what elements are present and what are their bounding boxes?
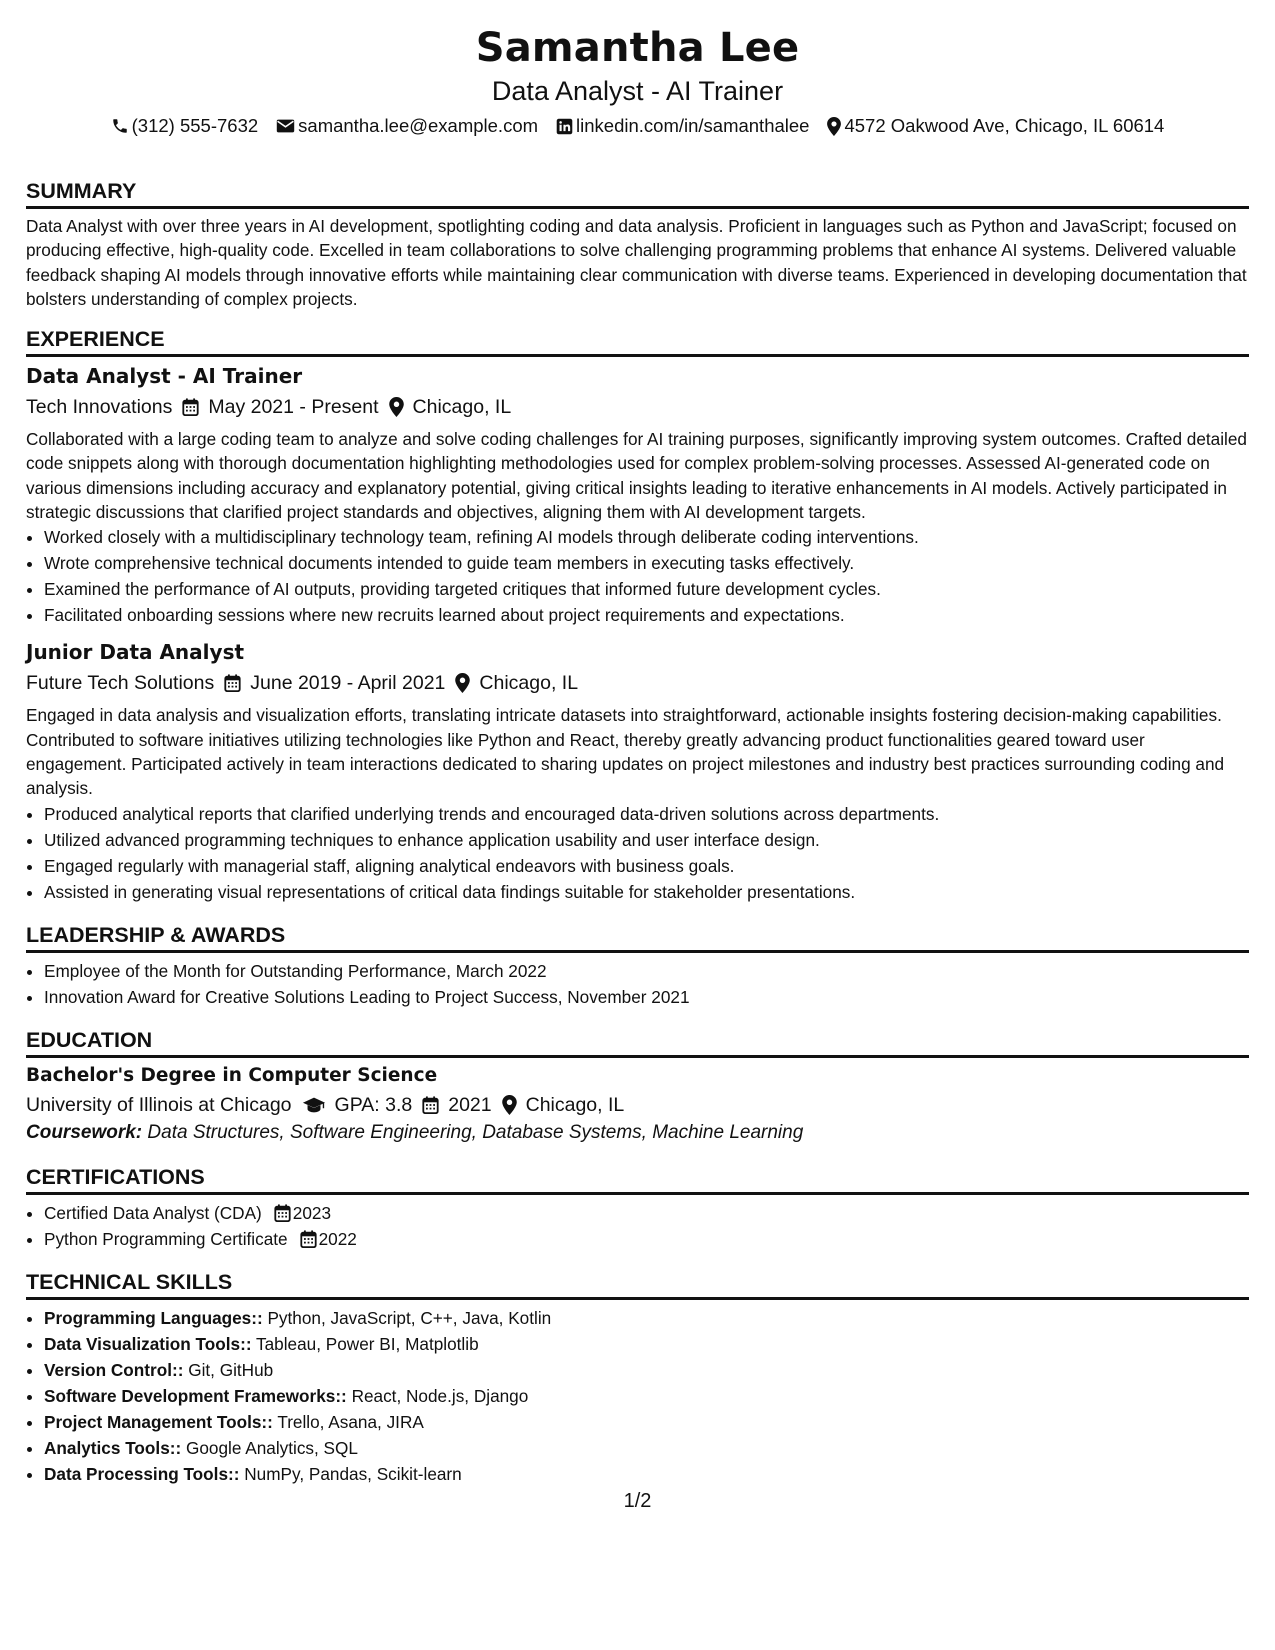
education-gpa-text: GPA: 3.8 xyxy=(334,1093,413,1116)
skill-value: Trello, Asana, JIRA xyxy=(277,1411,424,1432)
job-entry xyxy=(26,638,1249,904)
skill-value: React, Node.js, Django xyxy=(351,1385,529,1406)
education-gpa xyxy=(302,1091,413,1119)
coursework-list: Data Structures, Software Engineering, Database Systems, Machine Learning xyxy=(147,1121,804,1143)
calendar-icon xyxy=(300,1230,317,1248)
education-coursework xyxy=(26,1119,1249,1147)
education-year xyxy=(422,1091,491,1119)
education-school: University of Illinois at Chicago xyxy=(26,1093,292,1116)
calendar-icon xyxy=(224,674,241,692)
job-dates xyxy=(224,669,445,697)
linkedin-text[interactable]: linkedin.com/in/samanthalee xyxy=(576,115,810,136)
experience-heading: EXPERIENCE xyxy=(26,325,1249,357)
job-company: Future Tech Solutions xyxy=(26,672,215,695)
skill-item xyxy=(44,1435,1249,1461)
skill-item xyxy=(44,1331,1249,1357)
skills-heading: TECHNICAL SKILLS xyxy=(26,1268,1249,1300)
job-location-text: Chicago, IL xyxy=(412,396,512,419)
graduation-cap-icon xyxy=(302,1096,326,1114)
job-dates-text: May 2021 - Present xyxy=(208,396,379,419)
job-bullet: • Utilized advanced programming techniques to enhance application usability and user interface design. xyxy=(44,827,1249,853)
certification-year-text: 2022 xyxy=(318,1228,357,1249)
skill-value: Python, JavaScript, C++, Java, Kotlin xyxy=(267,1307,552,1328)
skill-label: Analytics Tools:: xyxy=(44,1437,182,1458)
awards-list xyxy=(26,958,1249,1010)
skill-item xyxy=(44,1383,1249,1409)
certifications-section xyxy=(26,1163,1249,1252)
job-bullet: • Produced analytical reports that clarified underlying trends and encouraged data-driven solutions across departments. xyxy=(44,801,1249,827)
job-entry xyxy=(26,362,1249,628)
summary-section xyxy=(26,177,1249,311)
certifications-heading: CERTIFICATIONS xyxy=(26,1163,1249,1195)
job-bullet: • Examined the performance of AI outputs, providing targeted critiques that informed future development cycles. xyxy=(44,576,1249,602)
skill-item xyxy=(44,1409,1249,1435)
job-location xyxy=(455,669,578,697)
skills-section xyxy=(26,1268,1249,1487)
page-number: 1/2 xyxy=(623,1490,652,1512)
phone-icon xyxy=(111,117,129,135)
job-title: Data Analyst - AI Trainer xyxy=(26,364,303,389)
education-location-text: Chicago, IL xyxy=(525,1093,625,1116)
job-dates-text: June 2019 - April 2021 xyxy=(250,672,446,695)
job-meta xyxy=(26,393,1249,421)
phone-text: (312) 555-7632 xyxy=(131,115,259,136)
job-bullet: • Facilitated onboarding sessions where new recruits learned about project requirements and expectations. xyxy=(44,602,1249,628)
skill-value: Git, GitHub xyxy=(188,1359,274,1380)
skill-item xyxy=(44,1461,1249,1487)
certification-name: • Certified Data Analyst (CDA) xyxy=(44,1202,262,1223)
job-dates xyxy=(182,393,378,421)
job-title: Junior Data Analyst xyxy=(26,640,245,665)
job-bullet: • Assisted in generating visual representations of critical data findings suitable for stakeholder presentations. xyxy=(44,879,1249,905)
job-bullet: • Wrote comprehensive technical documents intended to guide team members in executing tasks effectively. xyxy=(44,550,1249,576)
email-text[interactable]: samantha.lee@example.com xyxy=(298,115,539,136)
job-description: Collaborated with a large coding team to analyze and solve coding challenges for AI training purposes, significantly improving system outcomes. Crafted detailed code snippets along with thorough documentation highlighting methodologies used for complex problem-solving processes. Assessed AI-generated code on various dimensions including accuracy and explanatory potential, giving critical insights leading to iterative enhancements in AI models. Actively participated in strategic discussions that clarified project standards and objectives, aligning them with AI development targets. xyxy=(26,429,1247,523)
skill-value: Google Analytics, SQL xyxy=(185,1437,358,1458)
certification-year-text: 2023 xyxy=(292,1202,332,1223)
skill-value: Tableau, Power BI, Matplotlib xyxy=(256,1333,479,1354)
education-degree: Bachelor's Degree in Computer Science xyxy=(26,1064,438,1086)
calendar-icon xyxy=(422,1096,439,1114)
experience-section xyxy=(26,325,1249,904)
coursework-label: Coursework: xyxy=(26,1121,143,1143)
skill-label: Project Management Tools:: xyxy=(44,1411,273,1432)
certifications-list xyxy=(26,1200,1249,1252)
job-description: Engaged in data analysis and visualization efforts, translating intricate datasets into straightforward, actionable insights fostering decision-making capabilities. Contributed to software initiatives utilizing technologies like Python and React, thereby greatly advancing product functionalities geared toward user engagement. Participated actively in team interactions dedicated to sharing updates on project milestones and industry best practices surrounding coding and analysis. xyxy=(26,705,1225,799)
candidate-title: Data Analyst - AI Trainer xyxy=(491,76,784,106)
envelope-icon xyxy=(276,118,295,134)
skill-label: Version Control:: xyxy=(44,1359,184,1380)
job-company: Tech Innovations xyxy=(26,396,173,419)
skills-list xyxy=(26,1305,1249,1487)
map-pin-icon xyxy=(455,673,470,693)
skill-label: Software Development Frameworks:: xyxy=(44,1385,347,1406)
awards-section xyxy=(26,921,1249,1010)
map-pin-icon xyxy=(502,1095,517,1115)
skill-value: NumPy, Pandas, Scikit-learn xyxy=(244,1463,462,1484)
resume-page xyxy=(26,22,1249,1487)
skill-label: Data Visualization Tools:: xyxy=(44,1333,252,1354)
certification-year xyxy=(274,1200,331,1226)
certification-year xyxy=(300,1226,357,1252)
job-bullet: • Worked closely with a multidisciplinary technology team, refining AI models through deliberate coding interventions. xyxy=(44,524,1249,550)
awards-heading: LEADERSHIP & AWARDS xyxy=(26,921,1249,953)
education-location xyxy=(502,1091,625,1119)
award-item: • Employee of the Month for Outstanding Performance, March 2022 xyxy=(44,958,1249,984)
job-meta xyxy=(26,669,1249,697)
calendar-icon xyxy=(274,1204,291,1222)
job-location xyxy=(389,393,512,421)
certification-item xyxy=(44,1200,1249,1226)
job-bullets xyxy=(26,524,1249,628)
education-year-text: 2021 xyxy=(448,1093,492,1116)
education-heading: EDUCATION xyxy=(26,1026,1249,1058)
resume-header xyxy=(26,22,1249,139)
summary-heading: SUMMARY xyxy=(26,177,1249,209)
candidate-name: Samantha Lee xyxy=(475,25,800,71)
contact-phone xyxy=(111,113,259,139)
address-text: 4572 Oakwood Ave, Chicago, IL 60614 xyxy=(844,115,1165,136)
contact-linkedin[interactable] xyxy=(556,113,809,139)
education-section xyxy=(26,1026,1249,1147)
certification-item xyxy=(44,1226,1249,1252)
skill-item xyxy=(44,1305,1249,1331)
contact-email[interactable] xyxy=(276,113,538,139)
contact-bar xyxy=(26,113,1249,139)
skill-item xyxy=(44,1357,1249,1383)
calendar-icon xyxy=(182,398,199,416)
map-pin-icon xyxy=(827,117,841,136)
education-meta xyxy=(26,1091,1249,1119)
job-bullets xyxy=(26,801,1249,905)
job-bullet: • Engaged regularly with managerial staff, aligning analytical endeavors with business goals. xyxy=(44,853,1249,879)
skill-label: Programming Languages:: xyxy=(44,1307,263,1328)
skill-label: Data Processing Tools:: xyxy=(44,1463,240,1484)
contact-address xyxy=(827,113,1164,139)
certification-name: • Python Programming Certificate xyxy=(44,1228,288,1249)
linkedin-icon xyxy=(556,118,573,135)
summary-text: Data Analyst with over three years in AI development, spotlighting coding and data analysis. Proficient in languages such as Python and JavaScript; focused on producing effective, high-quality code. Excelled in team collaborations to solve challenging programming problems that enhance AI systems. Delivered valuable feedback shaping AI models through innovative efforts while maintaining clear communication with diverse teams. Experienced in developing documentation that bolsters understanding of complex projects. xyxy=(26,216,1247,309)
job-location-text: Chicago, IL xyxy=(479,672,579,695)
map-pin-icon xyxy=(389,397,404,417)
award-item: • Innovation Award for Creative Solutions Leading to Project Success, November 2021 xyxy=(44,984,1249,1010)
